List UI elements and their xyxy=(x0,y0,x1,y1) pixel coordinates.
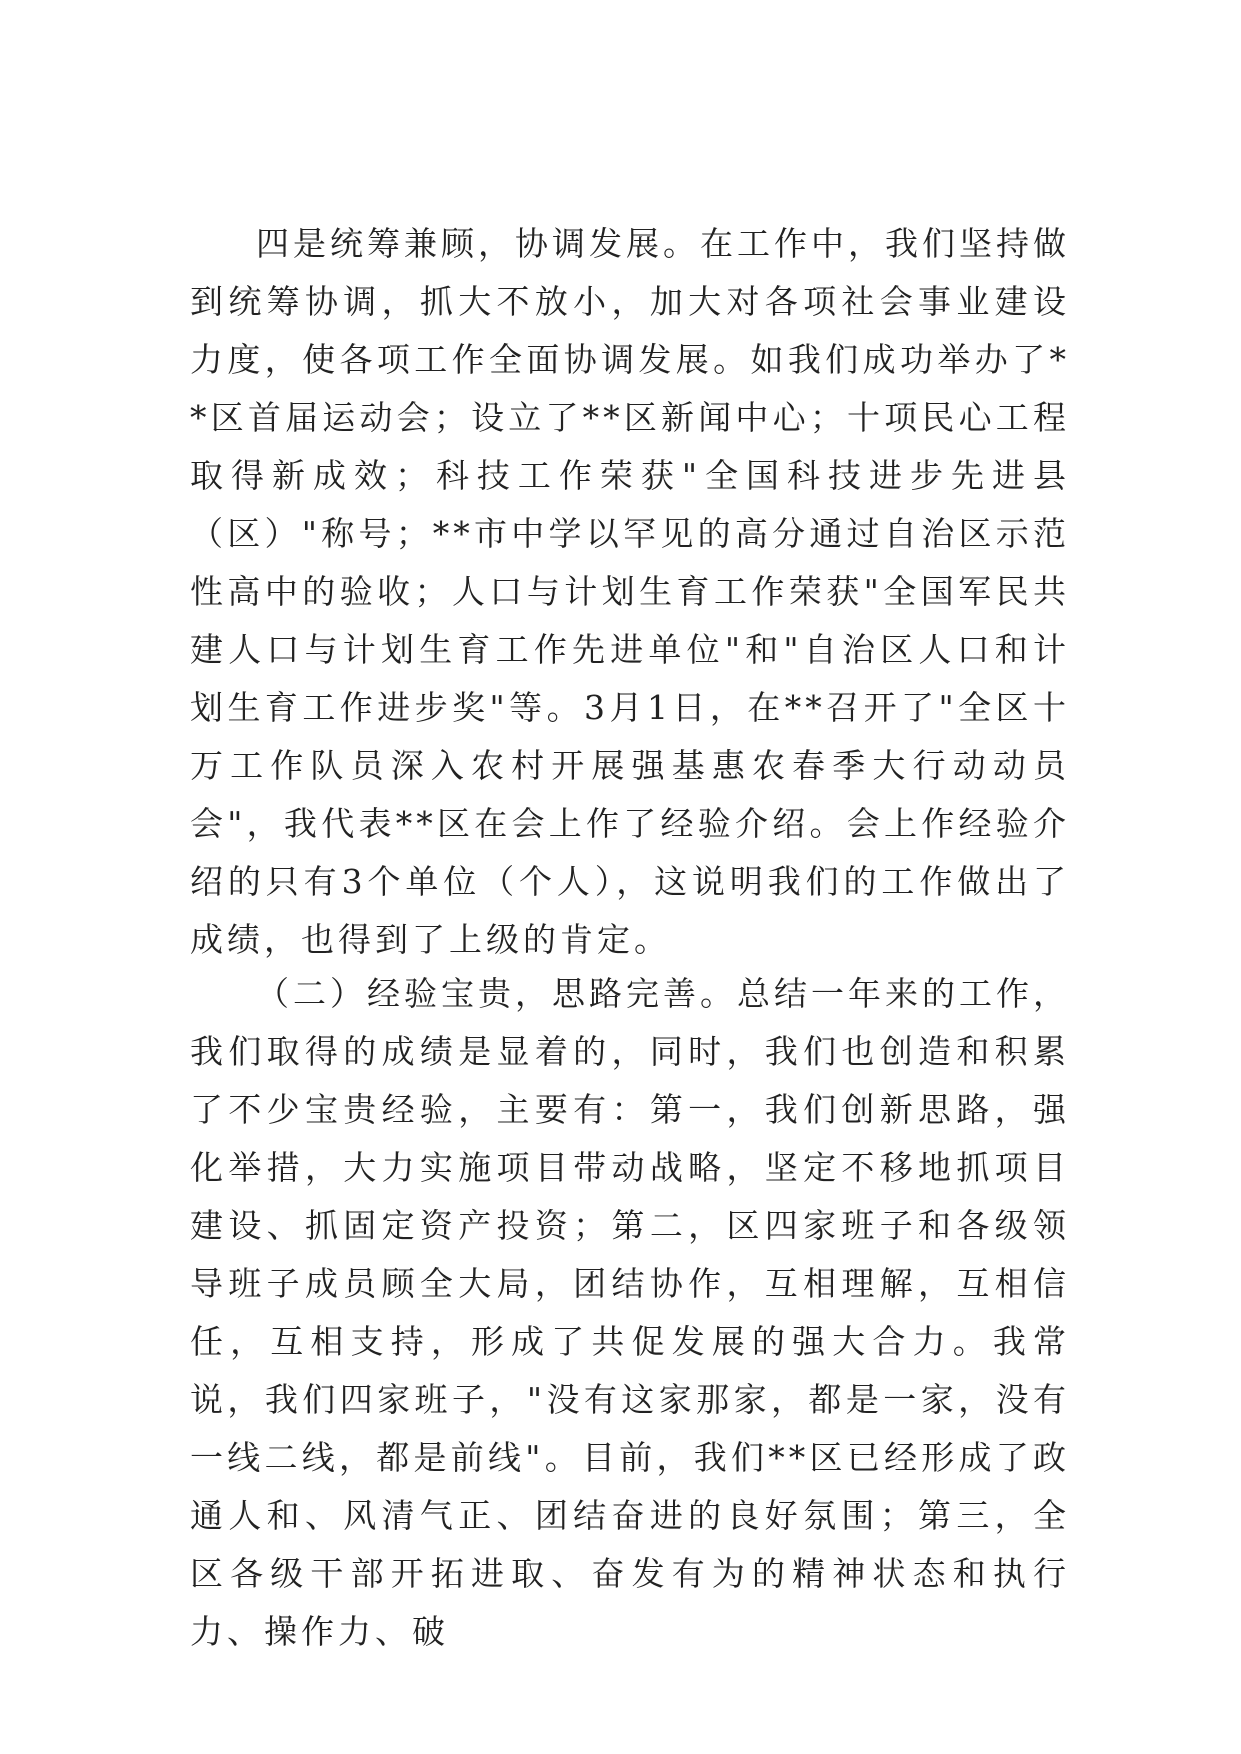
paragraph-coordinated-development: 四是统筹兼顾，协调发展。在工作中，我们坚持做到统筹协调，抓大不放小，加大对各项社会事业建设力度，使各项工作全面协调发展。如我们成功举办了**区首届运动会；设立了**区新闻中心；十项民心工程取得新成效；科技工作荣获"全国科技进步先进县（区）"称号；**市中学以罕见的高分通过自治区示范性高中的验收；人口与计划生育工作荣获"全国军民共建人口与计划生育工作先进单位"和"自治区人口和计划生育工作进步奖"等。3月1日，在**召开了"全区十万工作队员深入农村开展强基惠农春季大行动动员会"，我代表**区在会上作了经验介绍。会上作经验介绍的只有3个单位（个人），这说明我们的工作做出了成绩，也得到了上级的肯定。 xyxy=(190,224,1070,959)
paragraph-valuable-experience: （二）经验宝贵，思路完善。总结一年来的工作，我们取得的成绩是显着的，同时，我们也创造和积累了不少宝贵经验，主要有：第一，我们创新思路，强化举措，大力实施项目带动战略，坚定不移地抓项目建设、抓固定资产投资；第二，区四家班子和各级领导班子成员顾全大局，团结协作，互相理解，互相信任，互相支持，形成了共促发展的强大合力。我常说，我们四家班子，"没有这家那家，都是一家，没有一线二线，都是前线"。目前，我们**区已经形成了政通人和、风清气正、团结奋进的良好氛围；第三，全区各级干部开拓进取、奋发有为的精神状态和执行力、操作力、破 xyxy=(190,974,1070,1651)
